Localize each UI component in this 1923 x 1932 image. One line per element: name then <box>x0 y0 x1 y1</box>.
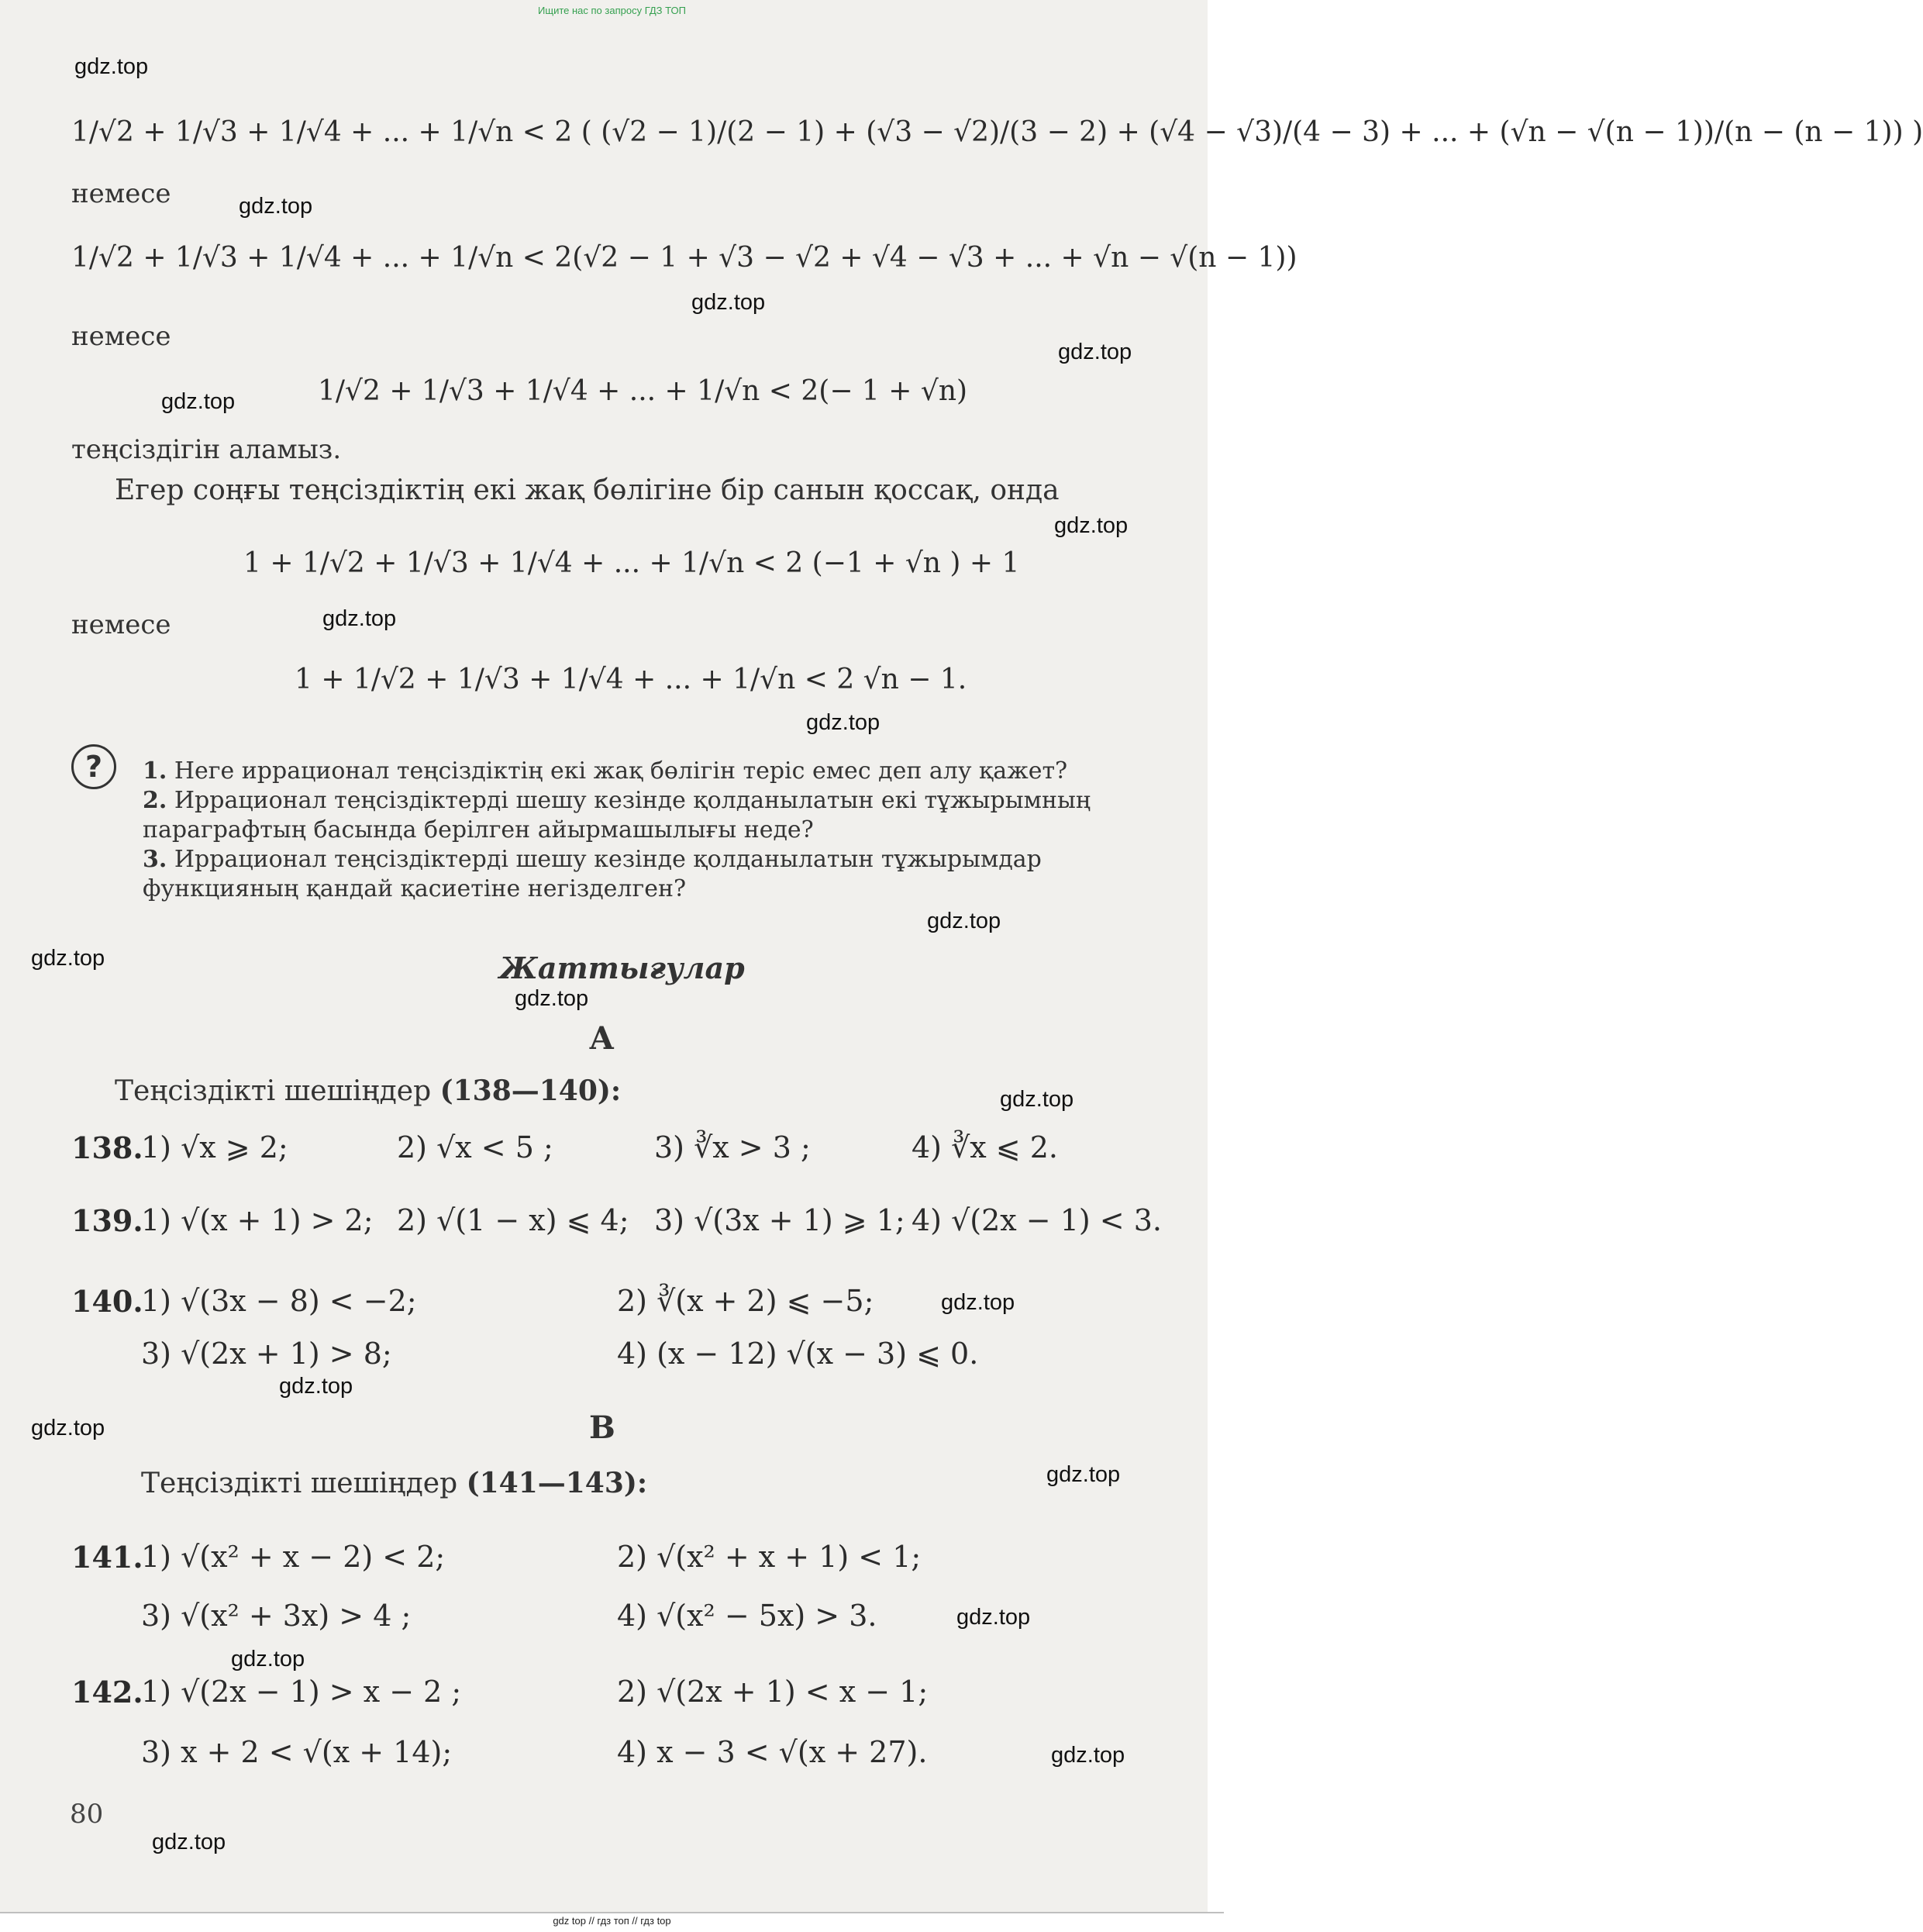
watermark: gdz.top <box>691 290 766 315</box>
watermark: gdz.top <box>927 909 1001 933</box>
text-nemese: немесе <box>71 609 171 640</box>
instruction-a: Теңсіздікті шешіңдер (138—140): <box>115 1075 622 1107</box>
exercise-item: 2) √(2x + 1) < x − 1; <box>617 1675 929 1709</box>
exercise-140: 140. <box>71 1284 143 1319</box>
watermark: gdz.top <box>231 1647 305 1672</box>
watermark: gdz.top <box>1000 1087 1074 1112</box>
exercise-item: 3) √(2x + 1) > 8; <box>141 1337 392 1371</box>
watermark: gdz.top <box>239 194 313 219</box>
exercise-142: 142. <box>71 1675 143 1709</box>
watermark: gdz.top <box>956 1605 1031 1630</box>
exercise-item: 3) ∛x > 3 ; <box>654 1130 811 1164</box>
question-2: 2. Иррационал теңсіздіктерді шешу кезінде қолданылатын екі тұжырымның параграфтың басында берілген айырмашылығы неде? <box>143 787 1091 844</box>
exercise-item: 3) √(x² + 3x) > 4 ; <box>141 1599 412 1633</box>
page-number: 80 <box>70 1799 104 1830</box>
watermark: gdz.top <box>31 1416 105 1440</box>
watermark: gdz.top <box>152 1830 226 1854</box>
question-3: 3. Иррационал теңсіздіктерді шешу кезінде қолданылатын тұжырымдар функцияның қандай қасиетіне негізделген? <box>143 846 1042 902</box>
watermark: gdz.top <box>806 710 881 735</box>
exercise-item: 1) √(3x − 8) < −2; <box>141 1284 417 1318</box>
watermark: gdz.top <box>31 946 105 971</box>
watermark: gdz.top <box>322 606 397 631</box>
exercise-item: 2) √x < 5 ; <box>397 1130 553 1164</box>
exercise-item: 4) (x − 12) √(x − 3) ⩽ 0. <box>617 1337 979 1371</box>
exercise-item: 4) ∛x ⩽ 2. <box>912 1130 1058 1164</box>
exercise-item: 1) √(x² + x − 2) < 2; <box>141 1540 446 1574</box>
math-line-4: 1 + 1/√2 + 1/√3 + 1/√4 + ... + 1/√n < 2 (−1 + √n ) + 1 <box>243 547 1020 579</box>
section-title: Жаттығулар <box>499 950 745 985</box>
math-line-5: 1 + 1/√2 + 1/√3 + 1/√4 + ... + 1/√n < 2 √n − 1. <box>295 664 967 695</box>
watermark: gdz.top <box>1058 340 1132 364</box>
exercise-item: 3) x + 2 < √(x + 14); <box>141 1735 453 1769</box>
exercise-item: 4) x − 3 < √(x + 27). <box>617 1735 928 1769</box>
text-nemese: немесе <box>71 321 171 352</box>
watermark: gdz.top <box>1046 1462 1121 1487</box>
watermark: gdz.top <box>1051 1743 1125 1768</box>
question-1: 1. Неге иррационал теңсіздіктің екі жақ бөлігін теріс емес деп алу қажет? <box>143 757 1068 785</box>
exercise-138: 138. <box>71 1130 143 1165</box>
question-icon: ? <box>71 744 116 789</box>
watermark: gdz.top <box>279 1374 353 1399</box>
watermark: gdz.top <box>74 54 149 79</box>
exercise-item: 2) √(1 − x) ⩽ 4; <box>397 1203 629 1237</box>
level-a-label: А <box>589 1020 615 1057</box>
level-b-label: В <box>589 1409 615 1446</box>
exercise-item: 2) ∛(x + 2) ⩽ −5; <box>617 1284 874 1318</box>
footer-note: gdz top // гдз топ // гдз top <box>553 1915 671 1927</box>
exercise-item: 4) √(x² − 5x) > 3. <box>617 1599 877 1633</box>
exercise-item: 3) √(3x + 1) ⩾ 1; <box>654 1203 905 1237</box>
text-eger: Егер соңғы теңсіздіктің екі жақ бөлігіне бір санын қоссақ, онда <box>115 474 1060 506</box>
exercise-141: 141. <box>71 1540 143 1575</box>
watermark: gdz.top <box>941 1290 1015 1315</box>
exercise-item: 1) √(2x − 1) > x − 2 ; <box>141 1675 462 1709</box>
watermark: gdz.top <box>1054 513 1129 538</box>
instruction-b: Теңсіздікті шешіңдер (141—143): <box>141 1467 648 1499</box>
exercise-item: 1) √x ⩾ 2; <box>141 1130 288 1164</box>
exercise-139: 139. <box>71 1203 143 1238</box>
text-nemese: немесе <box>71 178 171 209</box>
exercise-item: 4) √(2x − 1) < 3. <box>912 1203 1162 1237</box>
top-banner: Ищите нас по запросу ГДЗ ТОП <box>538 5 686 16</box>
footer-divider <box>0 1912 1224 1913</box>
watermark: gdz.top <box>161 389 236 414</box>
math-line-1: 1/√2 + 1/√3 + 1/√4 + ... + 1/√n < 2 ( (√2 − 1)/(2 − 1) + (√3 − √2)/(3 − 2) + (√4 − √3)/(4 − 3) + ... + (√n − √(n − 1))/(n − (n − 1)) ) <box>71 116 1923 148</box>
watermark: gdz.top <box>515 986 589 1011</box>
math-line-2: 1/√2 + 1/√3 + 1/√4 + ... + 1/√n < 2(√2 − 1 + √3 − √2 + √4 − √3 + ... + √n − √(n − 1)) <box>71 242 1298 274</box>
text-alamyz: теңсіздігін аламыз. <box>71 434 342 465</box>
exercise-item: 2) √(x² + x + 1) < 1; <box>617 1540 922 1574</box>
exercise-item: 1) √(x + 1) > 2; <box>141 1203 374 1237</box>
math-line-3: 1/√2 + 1/√3 + 1/√4 + ... + 1/√n < 2(− 1 + √n) <box>318 375 968 407</box>
